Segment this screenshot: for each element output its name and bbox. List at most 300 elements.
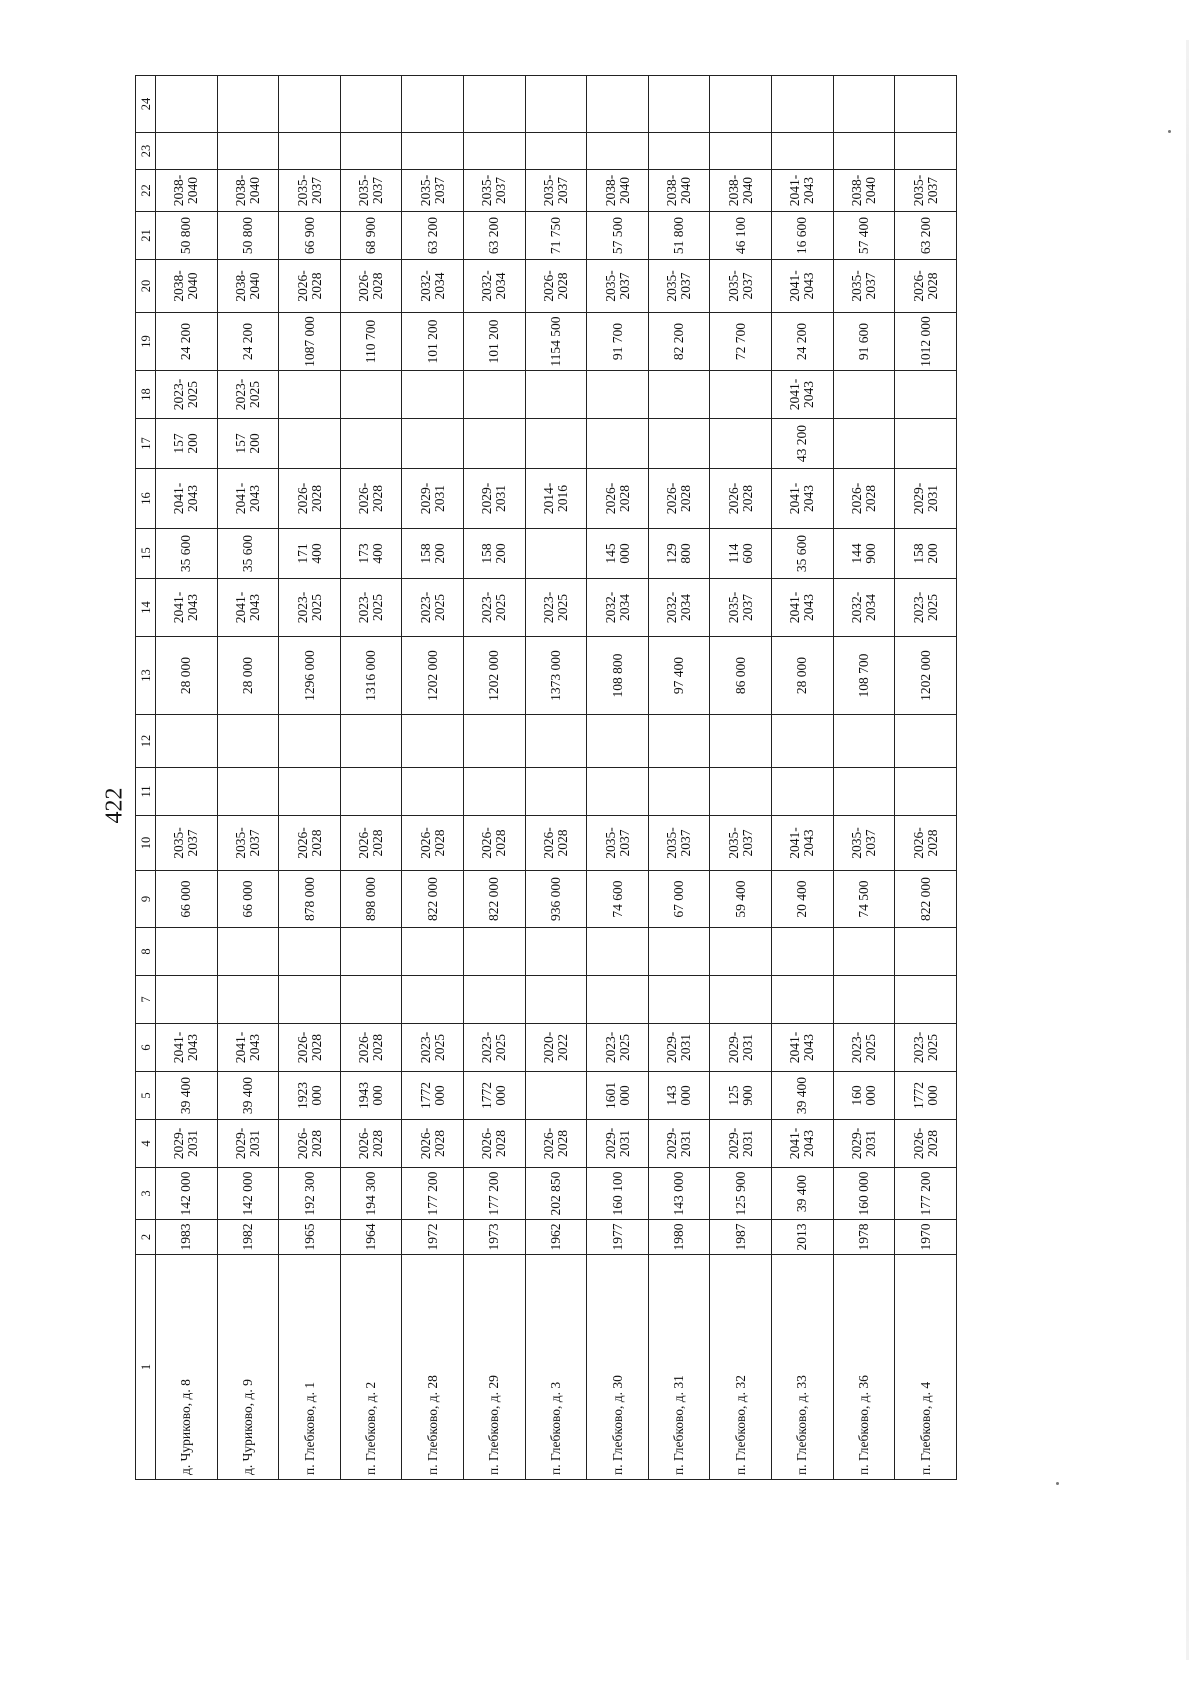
table-cell: 2029-2031 bbox=[217, 1120, 279, 1168]
table-cell bbox=[833, 419, 895, 469]
table-cell: 2026-2028 bbox=[340, 1120, 402, 1168]
table-cell: 28 000 bbox=[156, 637, 218, 715]
column-header-24: 24 bbox=[136, 76, 156, 133]
table-cell: 39 400 bbox=[772, 1072, 834, 1120]
table-cell bbox=[402, 768, 464, 816]
table-row bbox=[648, 76, 710, 1480]
header-row bbox=[136, 76, 156, 1480]
table-cell: 2041-2043 bbox=[217, 579, 279, 637]
table-cell: 2023-2025 bbox=[464, 1024, 526, 1072]
table-cell: 2038-2040 bbox=[710, 170, 772, 212]
table-cell: 129 800 bbox=[648, 529, 710, 579]
table-cell: 1012 000 bbox=[895, 313, 957, 371]
table-cell: 2038-2040 bbox=[217, 170, 279, 212]
table-row bbox=[464, 76, 526, 1480]
table-cell: 171 400 bbox=[279, 529, 341, 579]
table-cell: 2041-2043 bbox=[772, 469, 834, 529]
column-header-8: 8 bbox=[136, 928, 156, 976]
table-cell: 2041-2043 bbox=[772, 1120, 834, 1168]
table-cell: 50 800 bbox=[217, 212, 279, 260]
table-cell: 1962 bbox=[525, 1220, 587, 1255]
table-cell: 1373 000 bbox=[525, 637, 587, 715]
table-cell: 2026-2028 bbox=[402, 816, 464, 871]
table-cell: 2032-2034 bbox=[648, 579, 710, 637]
table-cell: 2035-2037 bbox=[156, 816, 218, 871]
table-cell: 28 000 bbox=[772, 637, 834, 715]
table-cell bbox=[402, 928, 464, 976]
table-cell bbox=[833, 715, 895, 768]
column-header-7: 7 bbox=[136, 976, 156, 1024]
column-header-17: 17 bbox=[136, 419, 156, 469]
table-cell: 1943 000 bbox=[340, 1072, 402, 1120]
table-cell: 39 400 bbox=[772, 1168, 834, 1220]
table-cell: 878 000 bbox=[279, 871, 341, 928]
column-header-12: 12 bbox=[136, 715, 156, 768]
table-cell: 67 000 bbox=[648, 871, 710, 928]
table-cell bbox=[772, 768, 834, 816]
table-cell: 158 200 bbox=[402, 529, 464, 579]
table-cell: 145 000 bbox=[587, 529, 649, 579]
table-cell: 2029-2031 bbox=[156, 1120, 218, 1168]
table-cell: 2026-2028 bbox=[464, 1120, 526, 1168]
table-cell: 1923 000 bbox=[279, 1072, 341, 1120]
table-cell bbox=[464, 371, 526, 419]
table-cell: 1982 bbox=[217, 1220, 279, 1255]
table-cell bbox=[525, 529, 587, 579]
table-cell: 2038-2040 bbox=[587, 170, 649, 212]
table-cell: 1983 bbox=[156, 1220, 218, 1255]
address-cell: п. Глебково, д. 30 bbox=[587, 1255, 649, 1480]
column-header-20: 20 bbox=[136, 260, 156, 313]
table-cell bbox=[217, 133, 279, 170]
table-cell: 2029-2031 bbox=[710, 1120, 772, 1168]
table-cell bbox=[648, 976, 710, 1024]
table-cell: 2023-2025 bbox=[217, 371, 279, 419]
table-cell: 1154 500 bbox=[525, 313, 587, 371]
table-cell bbox=[587, 976, 649, 1024]
table-cell: 2026-2028 bbox=[402, 1120, 464, 1168]
table-cell: 1601 000 bbox=[587, 1072, 649, 1120]
table-cell: 2026-2028 bbox=[525, 260, 587, 313]
table-cell bbox=[525, 419, 587, 469]
table-cell: 125 900 bbox=[710, 1072, 772, 1120]
table-cell bbox=[710, 768, 772, 816]
data-table bbox=[135, 75, 957, 1480]
table-cell: 2026-2028 bbox=[279, 1120, 341, 1168]
table-cell: 2026-2028 bbox=[340, 260, 402, 313]
table-cell bbox=[648, 715, 710, 768]
scan-edge-artifact bbox=[1186, 40, 1189, 1660]
rotated-table-container bbox=[135, 76, 957, 1480]
table-cell bbox=[340, 419, 402, 469]
table-cell: 68 900 bbox=[340, 212, 402, 260]
table-cell: 2041-2043 bbox=[156, 469, 218, 529]
table-cell bbox=[402, 976, 464, 1024]
table-cell: 1964 bbox=[340, 1220, 402, 1255]
table-cell: 202 850 bbox=[525, 1168, 587, 1220]
table-cell bbox=[279, 371, 341, 419]
table-cell: 160 000 bbox=[833, 1072, 895, 1120]
table-row bbox=[587, 76, 649, 1480]
table-cell bbox=[648, 928, 710, 976]
table-cell bbox=[464, 715, 526, 768]
table-cell bbox=[464, 133, 526, 170]
table-cell: 66 900 bbox=[279, 212, 341, 260]
table-cell: 2026-2028 bbox=[833, 469, 895, 529]
table-cell: 2035-2037 bbox=[833, 816, 895, 871]
table-cell bbox=[340, 928, 402, 976]
table-cell: 51 800 bbox=[648, 212, 710, 260]
column-header-15: 15 bbox=[136, 529, 156, 579]
table-cell: 157 200 bbox=[156, 419, 218, 469]
table-cell: 2026-2028 bbox=[340, 469, 402, 529]
table-cell: 110 700 bbox=[340, 313, 402, 371]
table-cell: 192 300 bbox=[279, 1168, 341, 1220]
table-cell: 158 200 bbox=[895, 529, 957, 579]
column-header-6: 6 bbox=[136, 1024, 156, 1072]
table-cell bbox=[279, 768, 341, 816]
table-cell: 114 600 bbox=[710, 529, 772, 579]
table-cell bbox=[525, 371, 587, 419]
table-cell: 2035-2037 bbox=[895, 170, 957, 212]
table-cell bbox=[587, 133, 649, 170]
table-cell: 63 200 bbox=[895, 212, 957, 260]
table-cell: 2041-2043 bbox=[772, 816, 834, 871]
table-cell: 2035-2037 bbox=[525, 170, 587, 212]
column-header-14: 14 bbox=[136, 579, 156, 637]
table-cell: 177 200 bbox=[464, 1168, 526, 1220]
column-header-5: 5 bbox=[136, 1072, 156, 1120]
table-cell: 2038-2040 bbox=[833, 170, 895, 212]
table-cell: 2032-2034 bbox=[464, 260, 526, 313]
table-cell bbox=[710, 976, 772, 1024]
table-row bbox=[772, 76, 834, 1480]
address-cell: д. Чуриково, д. 9 bbox=[217, 1255, 279, 1480]
table-cell: 1965 bbox=[279, 1220, 341, 1255]
table-cell bbox=[895, 715, 957, 768]
table-cell: 2035-2037 bbox=[464, 170, 526, 212]
table-cell bbox=[772, 928, 834, 976]
column-header-4: 4 bbox=[136, 1120, 156, 1168]
table-cell: 2035-2037 bbox=[648, 260, 710, 313]
table-cell: 2023-2025 bbox=[279, 579, 341, 637]
table-cell: 2020-2022 bbox=[525, 1024, 587, 1072]
column-header-11: 11 bbox=[136, 768, 156, 816]
table-cell: 2026-2028 bbox=[648, 469, 710, 529]
table-cell: 2029-2031 bbox=[648, 1024, 710, 1072]
table-cell: 35 600 bbox=[217, 529, 279, 579]
address-cell: д. Чуриково, д. 8 bbox=[156, 1255, 218, 1480]
table-cell: 20 400 bbox=[772, 871, 834, 928]
table-cell: 39 400 bbox=[217, 1072, 279, 1120]
table-cell: 2035-2037 bbox=[587, 260, 649, 313]
table-row bbox=[279, 76, 341, 1480]
table-cell: 143 000 bbox=[648, 1168, 710, 1220]
table-cell: 2035-2037 bbox=[587, 816, 649, 871]
table-cell: 2035-2037 bbox=[710, 816, 772, 871]
table-cell bbox=[587, 76, 649, 133]
table-cell bbox=[587, 768, 649, 816]
table-cell bbox=[525, 768, 587, 816]
table-cell: 2023-2025 bbox=[340, 579, 402, 637]
table-cell bbox=[279, 976, 341, 1024]
table-cell bbox=[402, 419, 464, 469]
table-cell: 2041-2043 bbox=[772, 371, 834, 419]
table-cell: 2041-2043 bbox=[217, 469, 279, 529]
table-cell bbox=[464, 419, 526, 469]
table-cell: 2038-2040 bbox=[156, 170, 218, 212]
table-cell: 1978 bbox=[833, 1220, 895, 1255]
table-cell: 2026-2028 bbox=[895, 816, 957, 871]
table-cell bbox=[710, 133, 772, 170]
table-cell: 63 200 bbox=[464, 212, 526, 260]
table-cell: 2035-2037 bbox=[648, 816, 710, 871]
table-cell bbox=[217, 976, 279, 1024]
table-cell: 1316 000 bbox=[340, 637, 402, 715]
table-cell: 2029-2031 bbox=[464, 469, 526, 529]
table-cell: 1202 000 bbox=[464, 637, 526, 715]
address-cell: п. Глебково, д. 36 bbox=[833, 1255, 895, 1480]
table-cell: 2023-2025 bbox=[402, 1024, 464, 1072]
column-header-18: 18 bbox=[136, 371, 156, 419]
table-cell bbox=[279, 928, 341, 976]
table-cell bbox=[402, 76, 464, 133]
table-cell bbox=[217, 768, 279, 816]
table-cell: 35 600 bbox=[156, 529, 218, 579]
table-cell: 2032-2034 bbox=[587, 579, 649, 637]
table-cell: 2026-2028 bbox=[587, 469, 649, 529]
table-cell: 1772 000 bbox=[895, 1072, 957, 1120]
column-header-22: 22 bbox=[136, 170, 156, 212]
table-cell: 1087 000 bbox=[279, 313, 341, 371]
table-cell: 35 600 bbox=[772, 529, 834, 579]
table-cell: 2041-2043 bbox=[772, 260, 834, 313]
table-cell: 2026-2028 bbox=[464, 816, 526, 871]
column-header-16: 16 bbox=[136, 469, 156, 529]
column-header-10: 10 bbox=[136, 816, 156, 871]
table-cell bbox=[895, 76, 957, 133]
table-cell: 160 100 bbox=[587, 1168, 649, 1220]
table-cell bbox=[402, 715, 464, 768]
table-cell: 1296 000 bbox=[279, 637, 341, 715]
table-cell bbox=[525, 1072, 587, 1120]
table-cell: 2026-2028 bbox=[525, 1120, 587, 1168]
table-cell bbox=[895, 371, 957, 419]
table-cell bbox=[833, 371, 895, 419]
table-cell: 1972 bbox=[402, 1220, 464, 1255]
column-header-2: 2 bbox=[136, 1220, 156, 1255]
scan-dot-artifact bbox=[1056, 1482, 1059, 1485]
table-cell: 43 200 bbox=[772, 419, 834, 469]
table-cell: 2026-2028 bbox=[279, 260, 341, 313]
table-cell: 2041-2043 bbox=[772, 579, 834, 637]
table-cell: 50 800 bbox=[156, 212, 218, 260]
table-cell: 2023-2025 bbox=[895, 579, 957, 637]
table-cell: 24 200 bbox=[156, 313, 218, 371]
table-cell bbox=[710, 371, 772, 419]
table-cell: 1977 bbox=[587, 1220, 649, 1255]
table-cell bbox=[895, 976, 957, 1024]
table-cell: 86 000 bbox=[710, 637, 772, 715]
table-cell: 72 700 bbox=[710, 313, 772, 371]
table-cell: 2041-2043 bbox=[156, 579, 218, 637]
table-cell: 2038-2040 bbox=[648, 170, 710, 212]
table-cell bbox=[895, 768, 957, 816]
table-cell: 57 500 bbox=[587, 212, 649, 260]
table-cell: 74 500 bbox=[833, 871, 895, 928]
table-cell: 101 200 bbox=[402, 313, 464, 371]
table-cell bbox=[464, 76, 526, 133]
table-cell: 2026-2028 bbox=[525, 816, 587, 871]
table-cell bbox=[648, 133, 710, 170]
table-cell: 2038-2040 bbox=[156, 260, 218, 313]
table-cell: 57 400 bbox=[833, 212, 895, 260]
table-cell bbox=[525, 715, 587, 768]
table-cell: 936 000 bbox=[525, 871, 587, 928]
table-cell: 2035-2037 bbox=[710, 579, 772, 637]
table-cell: 177 200 bbox=[895, 1168, 957, 1220]
table-cell bbox=[895, 928, 957, 976]
table-cell: 2032-2034 bbox=[833, 579, 895, 637]
table-cell: 1202 000 bbox=[402, 637, 464, 715]
table-cell bbox=[464, 976, 526, 1024]
column-header-19: 19 bbox=[136, 313, 156, 371]
table-cell: 1772 000 bbox=[464, 1072, 526, 1120]
table-cell: 157 200 bbox=[217, 419, 279, 469]
table-cell bbox=[340, 371, 402, 419]
table-cell: 2029-2031 bbox=[895, 469, 957, 529]
table-row bbox=[525, 76, 587, 1480]
table-cell bbox=[217, 76, 279, 133]
table-cell bbox=[710, 715, 772, 768]
table-cell bbox=[587, 371, 649, 419]
table-cell: 101 200 bbox=[464, 313, 526, 371]
table-cell: 2026-2028 bbox=[279, 469, 341, 529]
address-cell: п. Глебково, д. 1 bbox=[279, 1255, 341, 1480]
table-cell: 2026-2028 bbox=[340, 816, 402, 871]
table-cell bbox=[279, 76, 341, 133]
table-cell bbox=[402, 133, 464, 170]
table-row bbox=[833, 76, 895, 1480]
table-cell: 2023-2025 bbox=[587, 1024, 649, 1072]
table-cell: 2035-2037 bbox=[340, 170, 402, 212]
table-cell bbox=[833, 768, 895, 816]
table-cell: 91 700 bbox=[587, 313, 649, 371]
table-cell: 2041-2043 bbox=[772, 1024, 834, 1072]
table-cell: 2023-2025 bbox=[156, 371, 218, 419]
table-cell bbox=[525, 76, 587, 133]
table-cell bbox=[895, 133, 957, 170]
table-cell bbox=[833, 76, 895, 133]
table-cell: 2026-2028 bbox=[279, 816, 341, 871]
table-cell: 2035-2037 bbox=[402, 170, 464, 212]
table-row bbox=[895, 76, 957, 1480]
table-cell: 24 200 bbox=[217, 313, 279, 371]
table-cell: 194 300 bbox=[340, 1168, 402, 1220]
table-cell bbox=[464, 928, 526, 976]
table-cell bbox=[340, 76, 402, 133]
table-cell bbox=[156, 76, 218, 133]
address-cell: п. Глебково, д. 2 bbox=[340, 1255, 402, 1480]
scan-dot-artifact bbox=[1168, 130, 1171, 133]
table-cell: 822 000 bbox=[895, 871, 957, 928]
table-row bbox=[217, 76, 279, 1480]
table-cell: 74 600 bbox=[587, 871, 649, 928]
table-cell bbox=[772, 76, 834, 133]
table-cell: 1202 000 bbox=[895, 637, 957, 715]
table-cell: 2029-2031 bbox=[587, 1120, 649, 1168]
table-cell: 2026-2028 bbox=[895, 260, 957, 313]
table-cell: 2023-2025 bbox=[402, 579, 464, 637]
table-cell bbox=[340, 976, 402, 1024]
table-cell bbox=[710, 928, 772, 976]
table-cell bbox=[648, 76, 710, 133]
table-cell bbox=[525, 928, 587, 976]
address-cell: п. Глебково, д. 32 bbox=[710, 1255, 772, 1480]
column-header-23: 23 bbox=[136, 133, 156, 170]
table-cell: 2026-2028 bbox=[279, 1024, 341, 1072]
table-row bbox=[340, 76, 402, 1480]
table-cell bbox=[772, 715, 834, 768]
column-header-9: 9 bbox=[136, 871, 156, 928]
table-cell: 177 200 bbox=[402, 1168, 464, 1220]
table-cell: 39 400 bbox=[156, 1072, 218, 1120]
table-cell: 2014-2016 bbox=[525, 469, 587, 529]
column-header-3: 3 bbox=[136, 1168, 156, 1220]
table-cell: 143 000 bbox=[648, 1072, 710, 1120]
table-row bbox=[710, 76, 772, 1480]
table-cell: 2023-2025 bbox=[525, 579, 587, 637]
table-cell bbox=[710, 76, 772, 133]
table-cell: 2013 bbox=[772, 1220, 834, 1255]
table-cell: 2041-2043 bbox=[156, 1024, 218, 1072]
table-cell: 66 000 bbox=[156, 871, 218, 928]
table-cell bbox=[279, 133, 341, 170]
table-cell: 2026-2028 bbox=[710, 469, 772, 529]
table-cell bbox=[156, 768, 218, 816]
table-cell: 1980 bbox=[648, 1220, 710, 1255]
table-cell bbox=[217, 715, 279, 768]
table-cell: 2035-2037 bbox=[279, 170, 341, 212]
table-cell: 142 000 bbox=[217, 1168, 279, 1220]
table-cell: 63 200 bbox=[402, 212, 464, 260]
table-cell: 144 900 bbox=[833, 529, 895, 579]
table-cell: 91 600 bbox=[833, 313, 895, 371]
table-cell bbox=[833, 133, 895, 170]
page-number bbox=[95, 775, 135, 835]
table-cell bbox=[525, 976, 587, 1024]
address-cell: п. Глебково, д. 31 bbox=[648, 1255, 710, 1480]
page-number-text: 422 bbox=[101, 787, 128, 823]
table-cell: 71 750 bbox=[525, 212, 587, 260]
table-cell: 59 400 bbox=[710, 871, 772, 928]
table-cell bbox=[156, 715, 218, 768]
address-cell: п. Глебково, д. 33 bbox=[772, 1255, 834, 1480]
table-cell: 1772 000 bbox=[402, 1072, 464, 1120]
table-cell: 82 200 bbox=[648, 313, 710, 371]
table-cell: 2032-2034 bbox=[402, 260, 464, 313]
table-cell: 97 400 bbox=[648, 637, 710, 715]
table-cell bbox=[587, 928, 649, 976]
table-cell: 160 000 bbox=[833, 1168, 895, 1220]
table-cell: 2029-2031 bbox=[402, 469, 464, 529]
table-cell bbox=[587, 715, 649, 768]
table-cell bbox=[895, 419, 957, 469]
table-cell bbox=[648, 371, 710, 419]
table-cell: 2029-2031 bbox=[648, 1120, 710, 1168]
table-cell: 2038-2040 bbox=[217, 260, 279, 313]
table-cell bbox=[464, 768, 526, 816]
